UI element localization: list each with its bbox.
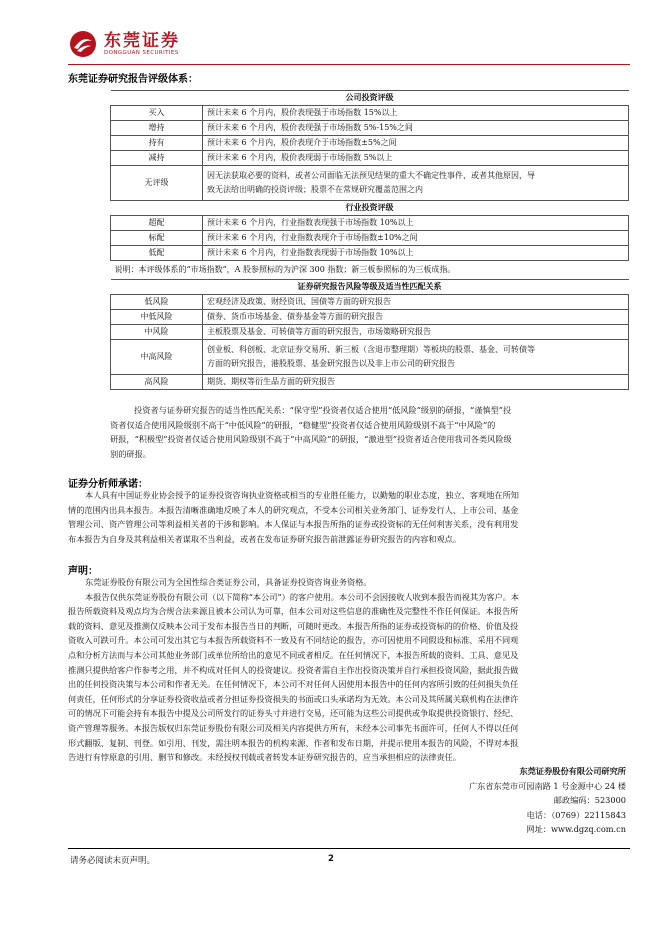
rating-desc: 预计未来 6 个月内，股价表现强于市场指数 5%-15%之间 (203, 121, 629, 136)
table-row (111, 310, 629, 325)
analyst-commitment-paragraph (68, 488, 630, 546)
risk-label: 中高风险 (111, 340, 203, 375)
text-line: 报告所载资料及观点均为合规合法来源且被本公司认为可靠，但本公司对这些信息的准确性及完整性不作任何保证。本报告所 (68, 606, 519, 617)
table-row (111, 121, 629, 136)
text-line: 载的资料、意见及推测仅反映本公司于发布本报告当日的判断，可随时更改。本报告所指的证券或投资标的的价格、价值及投 (68, 620, 519, 631)
suitability-paragraph (110, 403, 629, 461)
rating-label: 无评级 (111, 166, 203, 201)
table-row (111, 136, 629, 151)
brand-name-en: DONGGUAN SECURITIES (104, 49, 179, 56)
text-line: 形式翻版、复制、刊登。如引用、刊发，需注明本报告的机构来源、作者和发布日期，并提示使用本报告的风险，不得对本报 (68, 737, 519, 748)
risk-desc (203, 340, 629, 375)
rating-desc: 预计未来 6 个月内，股价表现介于市场指数±5%之间 (203, 136, 629, 151)
page-number: 2 (328, 854, 334, 864)
text-line: 别的研报。 (110, 448, 151, 459)
text-line: 本人具有中国证券业协会授予的证券投资咨询执业资格或相当的专业胜任能力，以勤勉的职业态度，独立、客观地在所知 (85, 490, 519, 500)
table-row (111, 295, 629, 310)
table-row (111, 151, 629, 166)
rating-table (110, 90, 629, 390)
contact-postcode: 邮政编码：523000 (553, 795, 626, 806)
header-rule (68, 64, 630, 65)
brand-name-cn: 东莞证券 (104, 30, 180, 51)
contact-block (469, 764, 626, 837)
company-rating-header: 公司投资评级 (111, 91, 629, 106)
rating-label: 低配 (111, 246, 203, 261)
risk-desc-line: 创业板、科创板、北京证券交易所、新三板（含退市整理期）等板块的股票、基金、可转债等 (207, 345, 535, 354)
risk-label: 中低风险 (111, 310, 203, 325)
text-line: 出的任何投资决策与本公司和作者无关。在任何情况下，本公司不对任何人因使用本报告中的任何内容所引致的任何损失负任 (68, 679, 519, 690)
table-row (111, 246, 629, 261)
rating-label: 持有 (111, 136, 203, 151)
contact-website[interactable]: 网址：www.dgzq.com.cn (526, 824, 626, 835)
contact-org: 东莞证券股份有限公司研究所 (519, 766, 626, 776)
text-line: 资产管理等服务。本报告版权归东莞证券股份有限公司及相关内容提供方所有，未经本公司事先书面许可，任何人不得以任何 (68, 722, 519, 733)
table-row (111, 231, 629, 246)
rating-desc (203, 166, 629, 201)
rating-label: 标配 (111, 231, 203, 246)
text-line: 情的范围内出具本报告。本报告清晰准确地反映了本人的研究观点，不受本公司相关业务部门、证券发行人、上市公司、基金 (68, 504, 519, 515)
text-line: 何责任，任何形式的分享证券投资收益或者分担证券投资损失的书面或口头承诺均为无效。本公司及其所属关联机构在法律许 (68, 693, 519, 704)
text-line: 可的情况下可能会持有本报告中提及公司所发行的证券头寸并进行交易，还可能为这些公司提供或争取提供投资银行、经纪、 (68, 708, 519, 719)
table-row (111, 375, 629, 390)
analyst-commitment-title: 证券分析师承诺： (68, 479, 148, 490)
risk-desc: 主板股票及基金、可转债等方面的研究报告，市场策略研究报告 (203, 325, 629, 340)
text-line: 资收入可跌可升。本公司可发出其它与本报告所载资料不一致及有不同结论的报告，亦可因使用不同假设和标准、采用不同观 (68, 635, 519, 646)
rating-label: 买入 (111, 106, 203, 121)
risk-desc: 宏观经济及政策、财经资讯、国债等方面的研究报告 (203, 295, 629, 310)
table-row (111, 106, 629, 121)
brand-logo-icon (68, 29, 98, 59)
risk-label: 低风险 (111, 295, 203, 310)
industry-rating-header: 行业投资评级 (111, 201, 629, 216)
footer-note: 请务必阅读末页声明。 (70, 856, 156, 866)
contact-phone: 电话：（0769）22115843 (526, 809, 626, 820)
rating-desc: 预计未来 6 个月内，行业指数表现强于市场指数 10%以上 (203, 216, 629, 231)
table-row (111, 340, 629, 375)
text-line: 资者仅适合使用风险级别不高于“中低风险”的研报，“稳健型”投资者仅适合使用风险级别不高于“中风险”的 (110, 419, 496, 430)
risk-desc-line: 方面的研究报告，港股股票、基金研究报告以及非上市公司的研究报告 (207, 359, 455, 368)
risk-desc: 期货、期权等衍生品方面的研究报告 (203, 375, 629, 390)
risk-label: 高风险 (111, 375, 203, 390)
rating-desc: 预计未来 6 个月内，行业指数表现弱于市场指数 10%以上 (203, 246, 629, 261)
disclaimer-title: 声明： (68, 566, 98, 577)
rating-system-title: 东莞证券研究报告评级体系： (68, 74, 198, 85)
text-line: 本报告仅供东莞证券股份有限公司（以下简称“本公司”）的客户使用。本公司不会因接收人收到本报告而视其为客户。本 (85, 591, 520, 602)
footer-rule (68, 848, 630, 849)
rating-desc: 预计未来 6 个月内，股价表现强于市场指数 15%以上 (203, 106, 629, 121)
text-line: 管理公司、资产管理公司等利益相关者的干涉和影响。本人保证与本报告所指的证券或投资标的无任何利害关系，没有利用发 (68, 519, 519, 530)
table-row (111, 325, 629, 340)
rating-desc-line: 因无法获取必要的资料，或者公司面临无法预见结果的重大不确定性事件，或者其他原因，导 (207, 171, 535, 180)
table-row (111, 216, 629, 231)
risk-label: 中风险 (111, 325, 203, 340)
text-line: 投资者与证券研究报告的适当性匹配关系：“保守型”投资者仅适合使用“低风险”级别的研报，“谨慎型”投 (134, 405, 512, 415)
table-row (111, 166, 629, 201)
contact-address: 广东省东莞市可园南路 1 号金源中心 24 楼 (468, 780, 626, 791)
risk-desc: 债券、货币市场基金、债券基金等方面的研究报告 (203, 310, 629, 325)
text-line: 告进行有悖原意的引用、删节和修改。未经授权刊载或者转发本证券研究报告的，应当承担相应的法律责任。 (68, 752, 462, 763)
rating-desc-line: 致无法给出明确的投资评级；股票不在常规研究覆盖范围之内 (207, 185, 423, 194)
text-line: 点和分析方法而与本公司其他业务部门或单位所给出的意见不同或者相反。在任何情况下，本报告所载的资料、工具、意见及 (68, 649, 519, 660)
text-line: 布本报告为自身及其利益相关者谋取不当利益，或者在发布证券研究报告前泄露证券研究报告的内容和观点。 (68, 533, 462, 544)
disclaimer-paragraph (68, 575, 630, 765)
text-line: 东莞证券股份有限公司为全国性综合类证券公司，具备证券投资咨询业务资格。 (85, 577, 372, 587)
text-line: 推测只提供给客户作参考之用，并不构成对任何人的投资建议。投资者需自主作出投资决策并自行承担投资风险，据此报告做 (68, 664, 519, 675)
rating-label: 超配 (111, 216, 203, 231)
rating-label: 增持 (111, 121, 203, 136)
risk-level-header: 证券研究报告风险等级及适当性匹配关系 (111, 280, 629, 295)
rating-desc: 预计未来 6 个月内，股价表现弱于市场指数 5%以上 (203, 151, 629, 166)
rating-note: 说明：本评级体系的“市场指数”，A 股参照标的为沪深 300 指数；新三板参照标的为三板成指。 (111, 261, 629, 280)
text-line: 研报，“积极型”投资者仅适合使用风险级别不高于“中高风险”的研报，“激进型”投资者适合使用我司各类风险级 (110, 434, 512, 445)
rating-label: 减持 (111, 151, 203, 166)
brand-logo (68, 26, 180, 62)
rating-desc: 预计未来 6 个月内，行业指数表现介于市场指数±10%之间 (203, 231, 629, 246)
